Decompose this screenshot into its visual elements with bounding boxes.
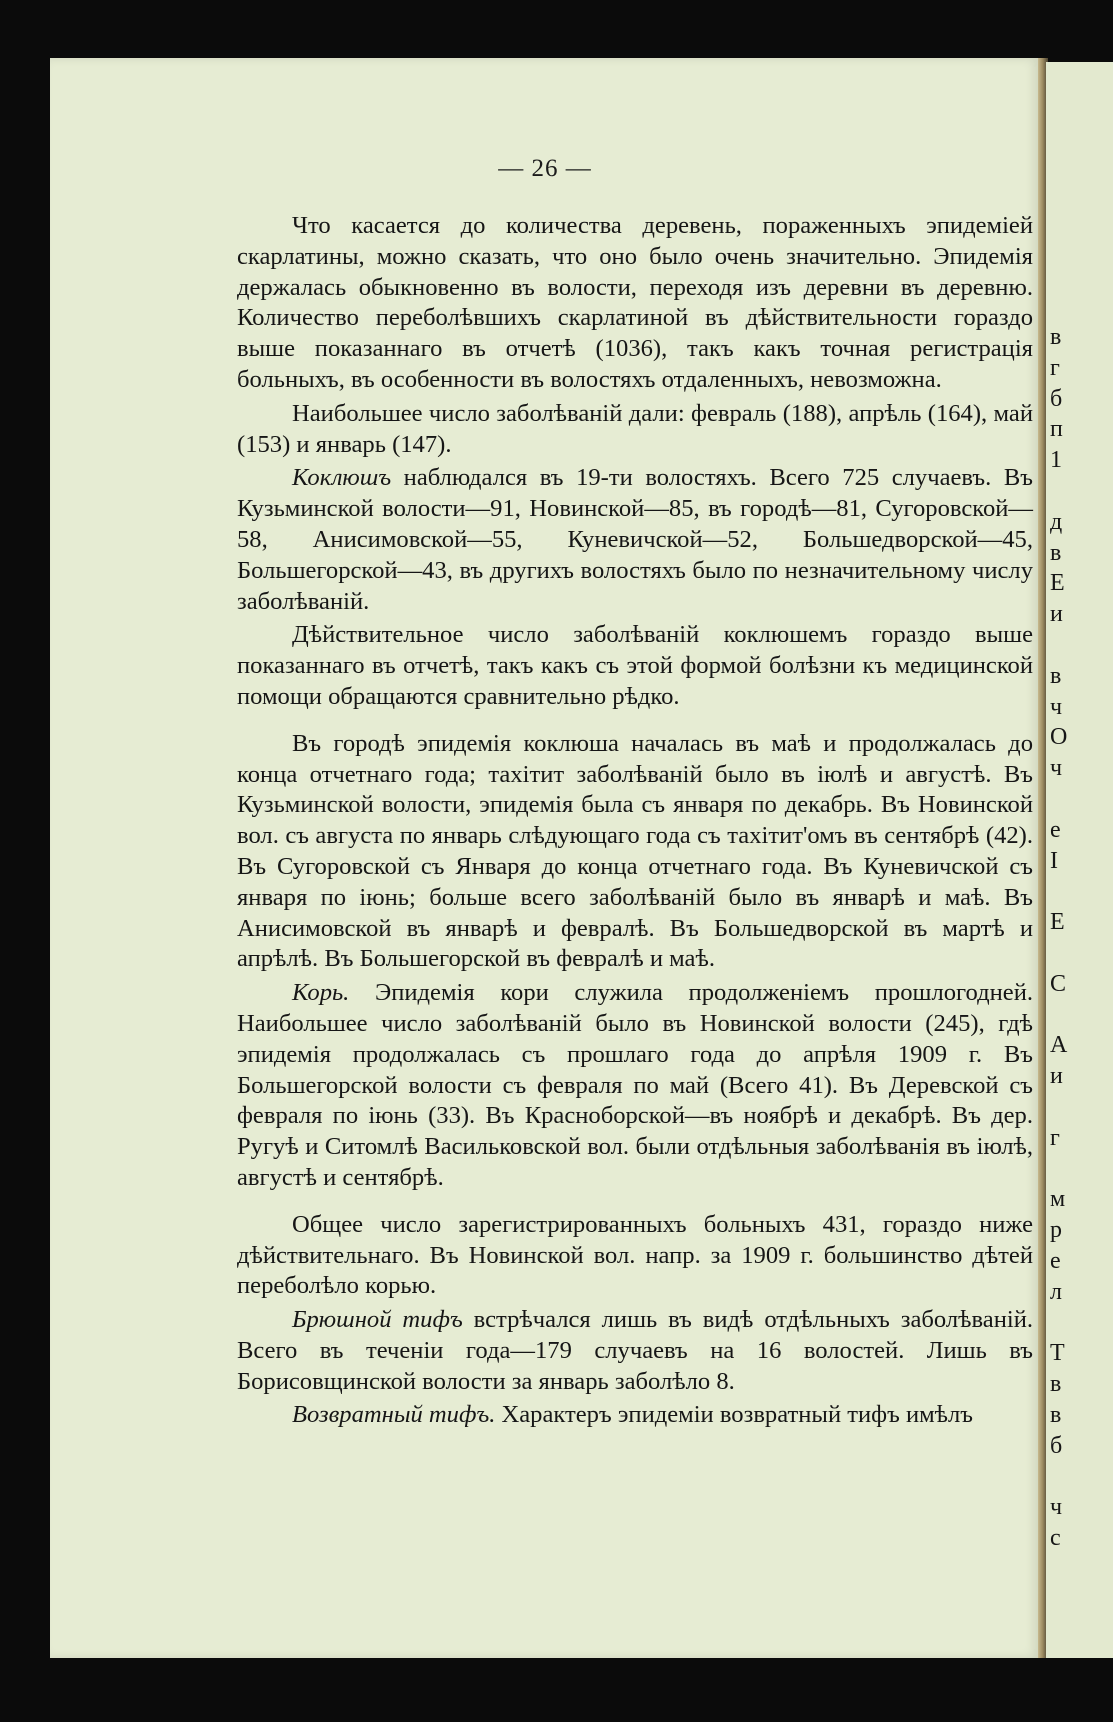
- paragraph-text: Характеръ эпидеміи возвратный тифъ имѣлъ: [495, 1401, 974, 1429]
- adjacent-page-fragment: в: [1050, 324, 1062, 350]
- paragraph-text: Дѣйствительное число заболѣваній коклюшемъ гораздо выше показаннаго въ отчетѣ, такъ какъ съ этой формой болѣзни къ медицинской помощи обращаются сравнительно рѣдко.: [237, 621, 1033, 710]
- adjacent-page-fragment: г: [1050, 1124, 1060, 1151]
- adjacent-page-fragment: Т: [1050, 1340, 1065, 1367]
- adjacent-page-fragment: С: [1050, 970, 1067, 997]
- paragraph-text: Эпидемія кори служила продолженіемъ прошлогодней. Наибольшее число заболѣваній было въ Новинской волости (245), гдѣ эпидемія продолжалась съ прошлаго года до апрѣля 1909 г. Въ Большегорской волости съ февраля по май (Всего 41). Въ Деревской съ февраля по іюнь (33). Въ Красноборской—въ ноябрѣ и декабрѣ. Въ дер. Ругуѣ и Ситомлѣ Васильковской вол. были отдѣльныя заболѣванія въ іюлѣ, августѣ и сентябрѣ.: [237, 979, 1033, 1191]
- adjacent-page-fragment: е: [1050, 816, 1061, 843]
- adjacent-page-fragment: О: [1050, 724, 1068, 751]
- adjacent-page-fragment: ч: [1050, 1494, 1063, 1521]
- book-page: [50, 58, 1040, 1658]
- paragraph-text: наблюдался въ 19-ти волостяхъ. Всего 725 случаевъ. Въ Кузьминской волости—91, Новинской—85, въ городѣ—81, Сугоровской—58, Анисимовской—55, Куневичской—52, Большедворской—45, Большегорской—43, въ другихъ волостяхъ было по незначительному числу заболѣваній.: [237, 464, 1033, 615]
- paragraph: [237, 1305, 1033, 1397]
- adjacent-page-fragment: [1050, 1154, 1110, 1185]
- adjacent-page-fragment: д: [1050, 508, 1063, 535]
- adjacent-page-fragment: р: [1050, 1217, 1062, 1244]
- adjacent-page-fragment: [1050, 1461, 1110, 1492]
- paragraph: [237, 1400, 1033, 1431]
- adjacent-page-fragment: б: [1050, 1432, 1063, 1459]
- page-text: [237, 211, 1033, 1431]
- adjacent-page-fragment: [1050, 876, 1110, 907]
- paragraph-text: Что касается до количества деревень, пораженныхъ эпидеміей скарлатины, можно сказать, что оно было очень значительно. Эпидемія держалась обыкновенно въ волости, переходя изъ деревни въ деревню. Количество переболѣвшихъ скарлатиной въ дѣйствительности гораздо выше показаннаго въ отчетѣ (1036), такъ какъ точная регистрація больныхъ, въ особенности въ волостяхъ отдаленныхъ, невозможна.: [237, 212, 1033, 393]
- adjacent-page-fragment: п: [1050, 416, 1063, 443]
- adjacent-page-fragment: в: [1050, 1401, 1062, 1428]
- paragraph-lead: Брюшной тифъ: [292, 1306, 463, 1334]
- adjacent-page-fragment: с: [1050, 1525, 1061, 1552]
- adjacent-page-fragment: 1: [1050, 447, 1062, 474]
- adjacent-page-fragment: ч: [1050, 693, 1063, 720]
- adjacent-page-fragment: и: [1050, 601, 1063, 628]
- adjacent-page-fragment: [1050, 1092, 1110, 1123]
- adjacent-page-edge: [1046, 62, 1113, 1658]
- adjacent-page-fragment: [1050, 784, 1110, 815]
- adjacent-page-fragment: [1050, 630, 1110, 661]
- adjacent-page-fragment: л: [1050, 1278, 1062, 1305]
- adjacent-page-fragment: и: [1050, 1063, 1063, 1090]
- paragraph-text: Общее число зарегистрированныхъ больныхъ 431, гораздо ниже дѣйствительнаго. Въ Новинской вол. напр. за 1909 г. большинство дѣтей переболѣло корью.: [237, 1210, 1033, 1300]
- paragraph: [237, 1210, 1033, 1302]
- paragraph-text: Наибольшее число заболѣваній дали: февраль (188), апрѣль (164), май (153) и январь (147).: [237, 399, 1033, 458]
- paragraph-text: встрѣчался лишь въ видѣ отдѣльныхъ заболѣваній. Всего въ теченіи года—179 случаевъ на 16 волостей. Лишь въ Борисовщинской волости за январь заболѣло 8.: [237, 1306, 1034, 1395]
- paragraph-text: Въ городѣ эпидемія коклюша началась въ маѣ и продолжалась до конца отчетнаго года; тахітит заболѣваній было въ іюлѣ и августѣ. Въ Кузьминской волости, эпидемія была съ января по декабрь. Въ Новинской вол. съ августа по январь слѣдующаго года съ тахітит'омъ въ сентябрѣ (42). Въ Сугоровской съ Января до конца отчетнаго года. Въ Куневичской съ января по іюнь; больше всего заболѣваній было въ январѣ и маѣ. Въ Анисимовской въ январѣ и февралѣ. Въ Большедворской въ мартѣ и апрѣлѣ. Въ Большегорской въ февралѣ и маѣ.: [237, 729, 1033, 973]
- adjacent-page-fragment: в: [1050, 539, 1062, 566]
- adjacent-page-fragment: I: [1050, 847, 1058, 874]
- paragraph-lead: Возвратный тифъ.: [292, 1401, 496, 1429]
- paragraph: [237, 620, 1033, 712]
- adjacent-page-fragment: в: [1050, 1371, 1062, 1398]
- paragraph: [237, 729, 1033, 975]
- adjacent-page-fragment: е: [1050, 1247, 1061, 1274]
- page-number: — 26 —: [498, 155, 592, 182]
- adjacent-page-fragment: Е: [1050, 570, 1065, 597]
- adjacent-page-fragment: [1050, 476, 1110, 507]
- paragraph-lead: Корь.: [292, 979, 350, 1007]
- paragraph: [237, 211, 1033, 396]
- adjacent-page-fragment: ч: [1050, 755, 1063, 782]
- adjacent-page-text: [1050, 322, 1110, 1554]
- adjacent-page-fragment: А: [1050, 1032, 1068, 1059]
- adjacent-page-fragment: г: [1050, 354, 1060, 381]
- adjacent-page-fragment: в: [1050, 662, 1062, 689]
- adjacent-page-fragment: м: [1050, 1186, 1066, 1213]
- adjacent-page-fragment: [1050, 1308, 1110, 1339]
- adjacent-page-fragment: Е: [1050, 909, 1065, 936]
- adjacent-page-fragment: [1050, 1000, 1110, 1031]
- paragraph: [237, 399, 1033, 461]
- paragraph: [237, 463, 1033, 617]
- adjacent-page-fragment: б: [1050, 385, 1063, 412]
- paragraph-lead: Коклюшъ: [292, 464, 392, 492]
- paragraph: [237, 978, 1033, 1194]
- adjacent-page-fragment: [1050, 938, 1110, 969]
